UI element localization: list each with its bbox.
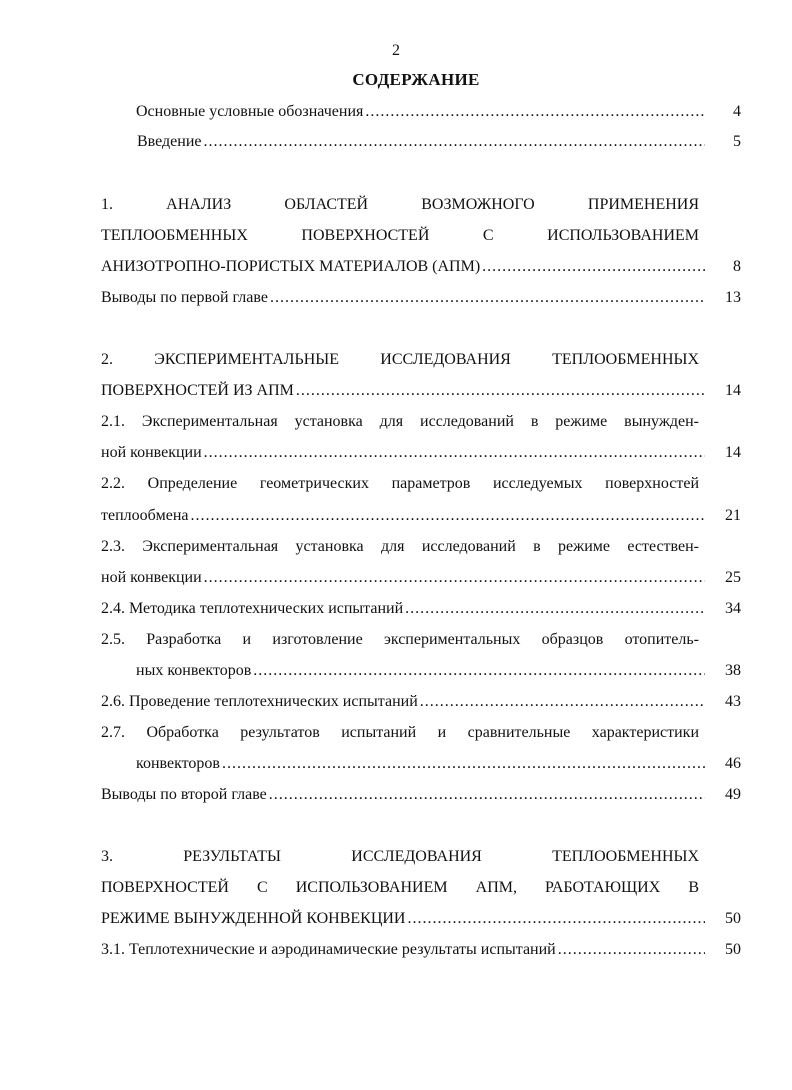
toc-leader-dots	[191, 504, 705, 528]
toc-page-number: 4	[733, 103, 741, 120]
toc-entry-label: РЕЖИМЕ ВЫНУЖДЕННОЙ КОНВЕКЦИИ	[101, 910, 406, 927]
toc-chapter-1-conclusions[interactable]	[101, 286, 741, 310]
toc-page-number: 50	[725, 941, 741, 958]
toc-leader-dots	[558, 938, 705, 962]
toc-entry-label: конвекторов	[136, 755, 220, 772]
toc-leader-dots	[222, 752, 705, 776]
toc-page-number: 49	[725, 786, 741, 803]
toc-entry-label: 2.6. Проведение теплотехнических испытаний	[101, 693, 418, 710]
toc-section-2-7-line-1[interactable]: 2.7. Обработка результатов испытаний и сравнительные характеристики	[101, 724, 699, 741]
toc-section-2-1-line-2[interactable]	[101, 441, 741, 465]
toc-section-2-7-line-2[interactable]	[136, 752, 741, 776]
toc-section-2-6[interactable]	[101, 690, 741, 714]
toc-page-number: 14	[725, 444, 741, 461]
toc-leader-dots	[270, 286, 705, 310]
toc-page-number: 50	[725, 910, 741, 927]
toc-leader-dots	[204, 566, 705, 590]
toc-entry-label: Введение	[137, 133, 202, 150]
toc-section-2-1-line-1[interactable]: 2.1. Экспериментальная установка для исследований в режиме вынужден-	[101, 413, 699, 430]
toc-chapter-2-line-1[interactable]: 2. ЭКСПЕРИМЕНТАЛЬНЫЕ ИССЛЕДОВАНИЯ ТЕПЛООБМЕННЫХ	[101, 351, 699, 368]
toc-leader-dots	[482, 255, 705, 279]
toc-entry-label: Основные условные обозначения	[136, 103, 364, 120]
toc-page-number: 25	[725, 569, 741, 586]
toc-chapter-1-line-3[interactable]	[101, 255, 741, 279]
toc-section-2-4[interactable]	[101, 597, 741, 621]
toc-leader-dots	[269, 783, 705, 807]
toc-page-number: 5	[733, 133, 741, 150]
toc-page-number: 21	[725, 507, 741, 524]
toc-page-number: 34	[725, 600, 741, 617]
toc-section-2-3-line-2[interactable]	[101, 566, 741, 590]
toc-section-2-2-line-2[interactable]	[101, 504, 741, 528]
toc-chapter-2-line-2[interactable]	[101, 379, 741, 403]
toc-chapter-3-line-3[interactable]	[101, 907, 741, 931]
toc-leader-dots	[296, 379, 705, 403]
toc-section-2-5-line-1[interactable]: 2.5. Разработка и изготовление экспериментальных образцов отопитель-	[101, 631, 699, 648]
document-title: СОДЕРЖАНИЕ	[352, 70, 480, 89]
toc-chapter-1-line-1[interactable]: 1. АНАЛИЗ ОБЛАСТЕЙ ВОЗМОЖНОГО ПРИМЕНЕНИЯ	[101, 196, 699, 213]
toc-chapter-1-line-2[interactable]: ТЕПЛООБМЕННЫХ ПОВЕРХНОСТЕЙ С ИСПОЛЬЗОВАНИЕМ	[101, 227, 699, 244]
toc-leader-dots	[407, 907, 705, 931]
toc-page-number: 14	[725, 382, 741, 399]
toc-leader-dots	[204, 441, 705, 465]
toc-entry-label: ных конвекторов	[136, 662, 252, 679]
toc-entry-label: ПОВЕРХНОСТЕЙ ИЗ АПМ	[101, 382, 294, 399]
toc-entry-label: ной конвекции	[101, 569, 202, 586]
toc-section-3-1[interactable]	[101, 938, 741, 962]
toc-leader-dots	[420, 690, 705, 714]
toc-entry-label: Выводы по первой главе	[101, 289, 268, 306]
toc-entry-label: Выводы по второй главе	[101, 786, 267, 803]
toc-entry-intro[interactable]	[137, 130, 741, 154]
toc-section-2-3-line-1[interactable]: 2.3. Экспериментальная установка для исследований в режиме естествен-	[101, 538, 699, 555]
toc-page-number: 46	[725, 755, 741, 772]
toc-entry-label: АНИЗОТРОПНО-ПОРИСТЫХ МАТЕРИАЛОВ (АПМ)	[101, 258, 481, 275]
toc-leader-dots	[204, 130, 706, 154]
toc-page-number: 43	[725, 693, 741, 710]
toc-entry-label: теплообмена	[101, 507, 189, 524]
toc-page-number: 38	[725, 662, 741, 679]
toc-entry-label: ной конвекции	[101, 444, 202, 461]
toc-section-2-5-line-2[interactable]	[136, 659, 741, 683]
page-number: 2	[392, 42, 400, 59]
toc-section-2-2-line-1[interactable]: 2.2. Определение геометрических параметров исследуемых поверхностей	[101, 475, 699, 492]
toc-chapter-2-conclusions[interactable]	[101, 783, 741, 807]
toc-entry-label: 3.1. Теплотехнические и аэродинамические результаты испытаний	[101, 941, 556, 958]
toc-leader-dots	[253, 659, 705, 683]
toc-leader-dots	[405, 597, 705, 621]
toc-chapter-3-line-1[interactable]: 3. РЕЗУЛЬТАТЫ ИССЛЕДОВАНИЯ ТЕПЛООБМЕННЫХ	[101, 848, 699, 865]
toc-leader-dots	[365, 100, 705, 124]
toc-entry-label: 2.4. Методика теплотехнических испытаний	[101, 600, 404, 617]
toc-page-number: 13	[725, 289, 741, 306]
toc-entry-notation[interactable]	[136, 100, 741, 124]
toc-page-number: 8	[733, 258, 741, 275]
toc-chapter-3-line-2[interactable]: ПОВЕРХНОСТЕЙ С ИСПОЛЬЗОВАНИЕМ АПМ, РАБОТАЮЩИХ В	[101, 879, 699, 896]
